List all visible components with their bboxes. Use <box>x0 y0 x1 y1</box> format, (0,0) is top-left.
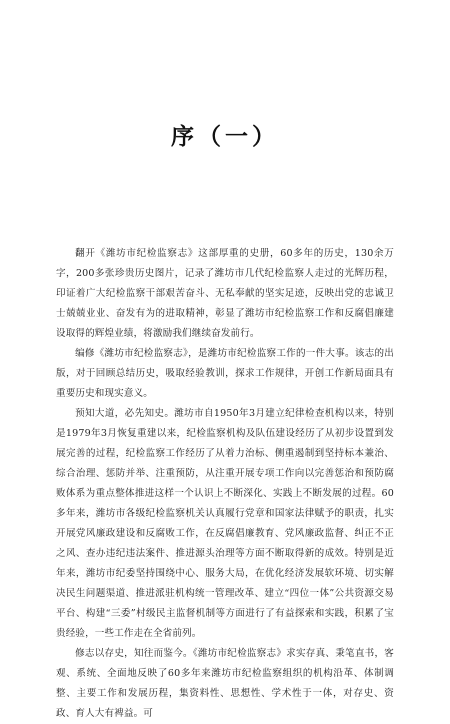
page-title: 序（一） <box>171 124 279 150</box>
paragraph-3: 预知大道，必先知史。潍坊市自1950年3月建立纪律检查机构以来，特别是1979年3月恢复重建以来，纪检监察机构及队伍建设经历了从初步设置到发展完善的过程，纪检监察工作经历了从着力治标、侧重遏制到坚持标本兼治、综合治理、惩防并举、注重预防，从注重开展专项工作向以完善惩治和预防腐败体系为重点整体推进这样一个认识上不断深化、实践上不断发展的过程。60多年来，潍坊市各级纪检监察机关认真履行党章和国家法律赋予的职责，扎实开展党风廉政建设和反腐败工作，在反腐倡廉教育、党风廉政监督、纠正不正之风、查办违纪违法案件、推进源头治理等方面不断取得新的成效。特别是近年来，潍坊市纪委坚持围绕中心、服务大局，在优化经济发展软环境、切实解决民生问题渠道、推进派驻机构统一管理改革、建立“四位一体”公共资源交易平台、构建“三委”村级民主监督机制等方面进行了有益探索和实践，积累了宝贵经验，一些工作走在全省前列。 <box>56 408 394 639</box>
paragraph-2: 编修《潍坊市纪检监察志》，是潍坊市纪检监察工作的一件大事。该志的出版，对于回顾总结历史，吸取经验教训，探求工作规律，开创工作新局面具有重要历史和现实意义。 <box>56 348 394 399</box>
body-text <box>56 244 394 724</box>
paragraph-4: 修志以存史，知往而鉴今。《潍坊市纪检监察志》求实存真、秉笔直书，客观、系统、全面地反映了60多年来潍坊市纪检监察组织的机构沿革、体制调整、主要工作和发展历程，集资料性、思想性、学术性于一体，对存史、资政、育人大有裨益。可 <box>56 648 394 719</box>
paragraph-1: 翻开《潍坊市纪检监察志》这部厚重的史册，60多年的历史，130余万字，200多张珍贵历史图片，记录了潍坊市几代纪检监察人走过的光辉历程，印证着广大纪检监察干部艰苦奋斗、无私奉献的坚实足迹，反映出党的忠诚卫士兢兢业业、奋发有为的进取精神，彰显了潍坊市纪检监察工作和反腐倡廉建设取得的辉煌业绩，将激励我们继续奋发前行。 <box>56 248 394 339</box>
